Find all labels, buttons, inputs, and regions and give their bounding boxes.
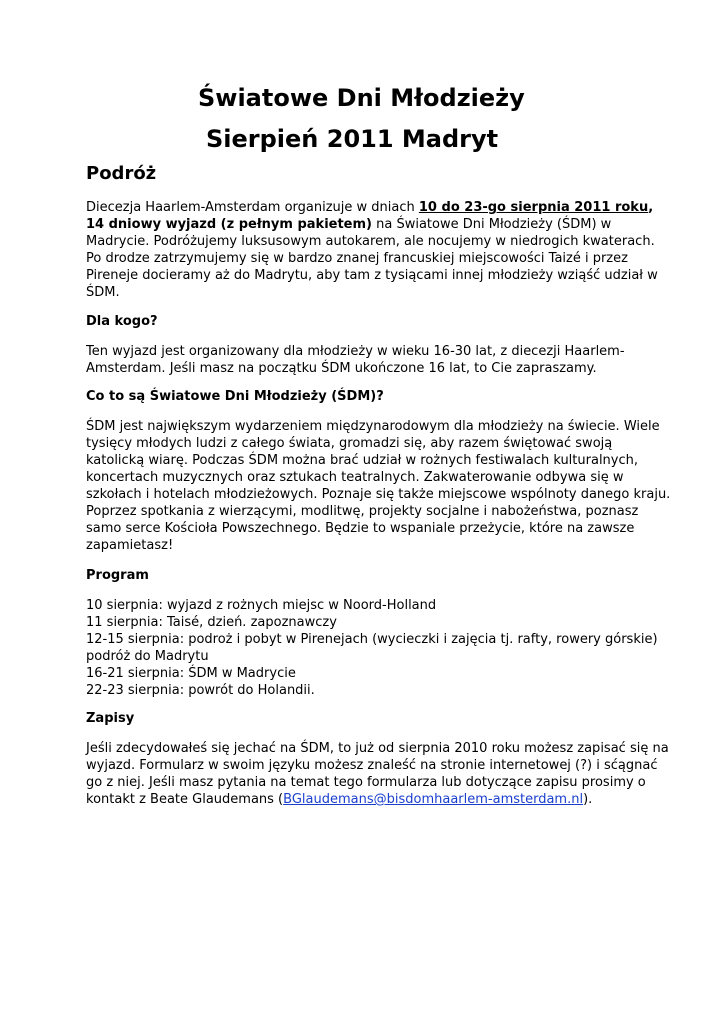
paragraph-line: tysięcy młodych ludzi z całego świata, gromadzi się, aby razem świętować swoją [86,436,613,451]
intro-line: ŚDM. [86,285,120,300]
paragraph-line: wyjazd. Formularz w swoim języku możesz znaleść na stronie internetowej (?) i sćągnać [86,758,658,773]
program-item: 16-21 sierpnia: ŚDM w Madrycie [86,666,296,681]
contact-text: kontakt z Beate Glaudemans ( [86,792,284,807]
program-item: 22-23 sierpnia: powrót do Holandii. [86,683,315,698]
intro-line: Madrycie. Podróżujemy luksusowym autokarem, ale nocujemy w niedrogich kwaterach. [86,234,655,249]
intro-line [86,216,646,233]
paragraph-line: ŚDM jest największym wydarzeniem międzynarodowym dla młodzieży na świecie. Wiele [86,419,660,434]
heading-dla-kogo: Dla kogo? [86,314,158,329]
program-list [86,597,658,699]
intro-line [86,199,654,216]
program-item: podróż do Madrytu [86,649,209,664]
program-item: 12-15 sierpnia: podroż i pobyt w Pirenejach (wycieczki i zajęcia tj. rafty, rowery górskie) [86,632,658,647]
intro-comma: , [648,200,654,215]
document-title: Światowe Dni Młodzieży [198,84,525,112]
intro-text: Diecezja Haarlem-Amsterdam organizuje w dniach [86,200,419,215]
co-to-paragraph [86,418,671,554]
contact-text-end: ). [583,792,593,807]
paragraph-line: Amsterdam. Jeśli masz na początku ŚDM ukończone 16 lat, to Cie zapraszamy. [86,361,597,376]
paragraph-line: Jeśli zdecydowałeś się jechać na ŚDM, to już od sierpnia 2010 roku możesz zapisać się na [86,741,669,756]
zapisy-paragraph [86,740,669,808]
paragraph-line [86,791,646,808]
trip-package: 14 dniowy wyjazd (z pełnym pakietem) [86,217,372,232]
heading-co-to: Co to są Światowe Dni Młodzieży (ŚDM)? [86,389,384,404]
heading-program: Program [86,568,149,583]
document-subtitle: Sierpień 2011 Madryt [206,125,499,153]
paragraph-line: go z niej. Jeśli masz pytania na temat tego formularza lub dotyczące zapisu prosimy o [86,775,646,790]
paragraph-line: koncertach muzycznych oraz sztukach teatralnych. Zakwaterowanie odbywa się w [86,470,624,485]
paragraph-line: katolicką wiarę. Podczas ŚDM można brać udział w rożnych festiwalach kulturalnych, [86,453,639,468]
intro-paragraph [86,199,658,301]
heading-zapisy: Zapisy [86,711,135,726]
paragraph-line: Ten wyjazd jest organizowany dla młodzieży w wieku 16-30 lat, z diecezji Haarlem- [86,344,625,359]
paragraph-line: Poprzez spotkania z wierzącymi, modlitwę, projekty socjalne i nabożeństwa, poznasz [86,504,639,519]
paragraph-line: szkołach i hotelach młodzieżowych. Poznaje się także miejscowe wspólnoty danego kraju. [86,487,671,502]
program-item: 10 sierpnia: wyjazd z rożnych miejsc w Noord-Holland [86,598,437,613]
dla-kogo-paragraph [86,343,646,377]
intro-text: na Światowe Dni Młodzieży (ŚDM) w [371,217,612,232]
program-item: 11 sierpnia: Taisé, dzień. zapoznawczy [86,615,337,630]
intro-line: Po drodze zatrzymujemy się w bardzo znanej francuskiej miejscowości Taizé i przez [86,251,628,266]
heading-podroz: Podróż [86,163,157,184]
paragraph-line: zapamietasz! [86,538,174,553]
intro-line: Pireneje docieramy aż do Madrytu, aby tam z tysiącami innej młodzieży wziąść udział w [86,268,658,283]
contact-email-link[interactable]: BGlaudemans@bisdomhaarlem-amsterdam.nl [283,792,584,807]
trip-dates: 10 do 23-go sierpnia 2011 roku [418,200,649,215]
paragraph-line: samo serce Kościoła Powszechnego. Będzie to wspaniale przeżycie, które na zawsze [86,521,635,536]
